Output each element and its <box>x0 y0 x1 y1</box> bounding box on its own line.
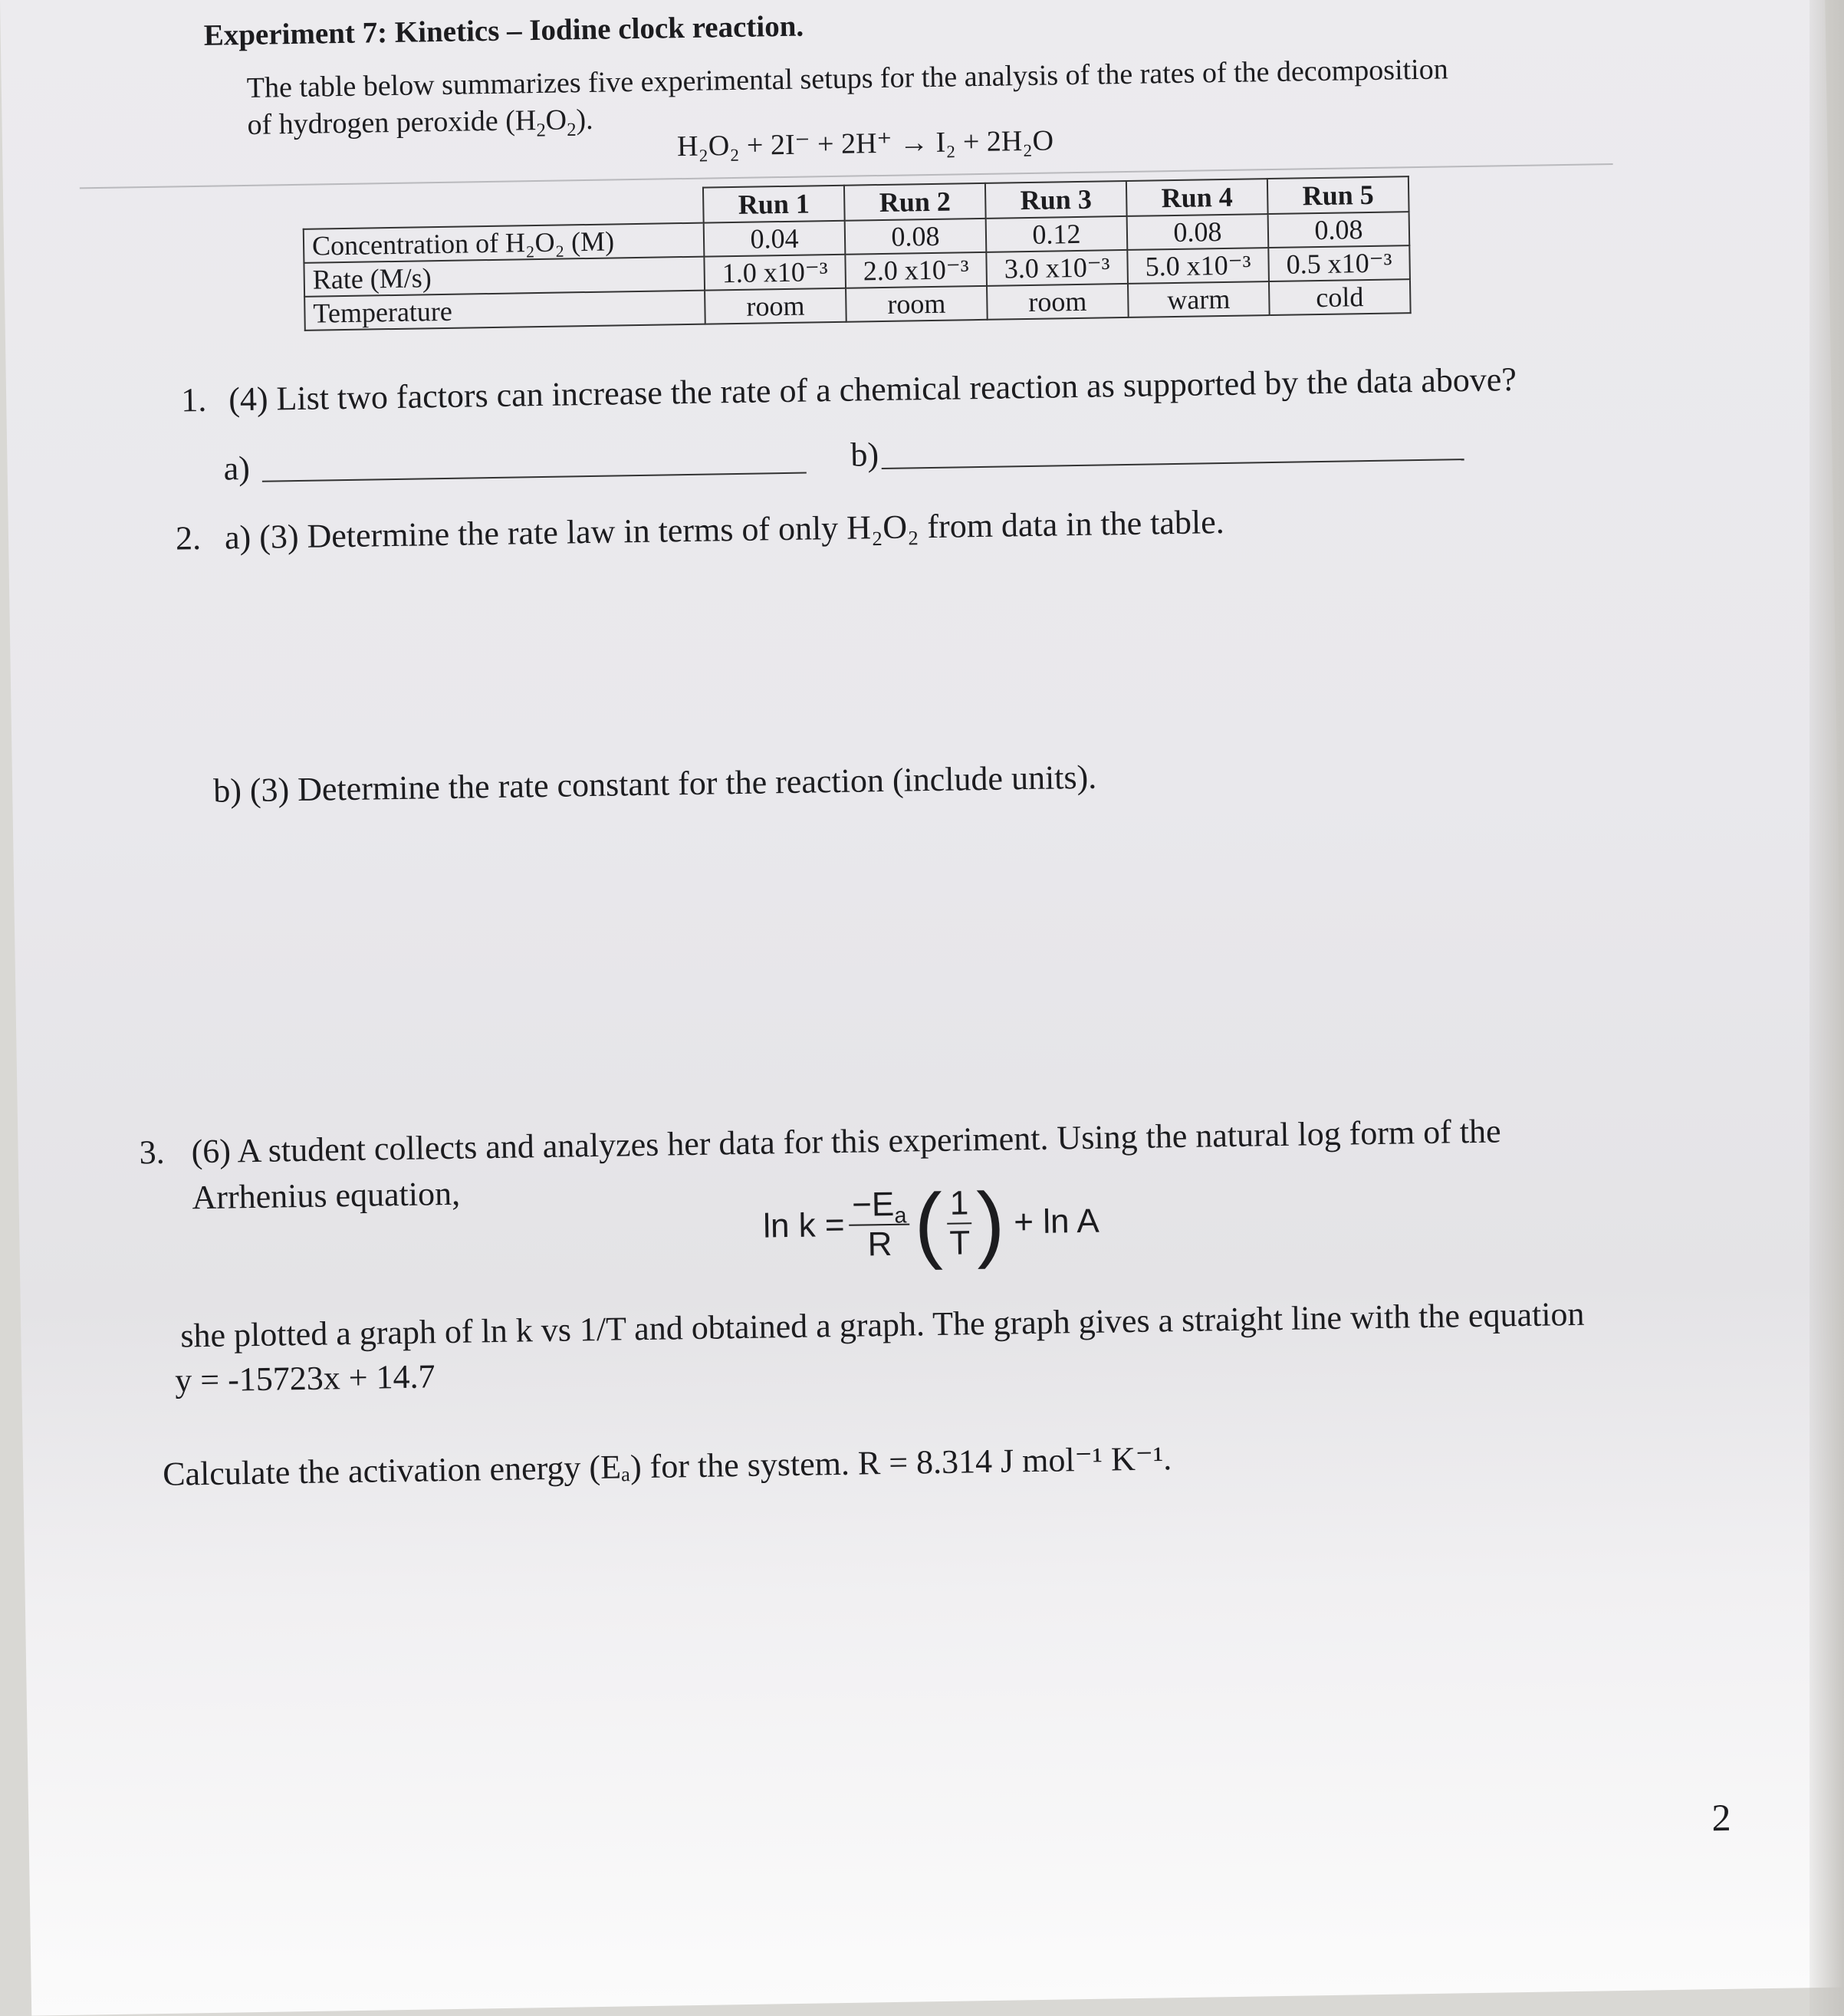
page-number: 2 <box>1711 1795 1731 1840</box>
left-paren: ( <box>913 1176 944 1271</box>
table-cell: 0.08 <box>1268 212 1410 248</box>
answer-b-label: b) <box>850 436 879 474</box>
table-cell: 0.08 <box>845 219 987 255</box>
formula-rhs: + ln A <box>1013 1202 1099 1242</box>
table-cell: 0.08 <box>1127 214 1269 250</box>
intro-line-1: The table below summarizes five experimental setups for the analysis of the rates of the decomposition <box>246 53 1449 104</box>
page-title: Experiment 7: Kinetics – Iodine clock reaction. <box>203 9 804 52</box>
answer-b-blank[interactable] <box>882 459 1464 469</box>
question-3-line-2: Arrhenius equation, <box>192 1174 461 1217</box>
table-cell: 5.0 x10⁻³ <box>1127 248 1269 284</box>
table-cell: 2.0 x10⁻³ <box>845 252 987 288</box>
table-cell: 0.12 <box>986 216 1128 252</box>
table-cell: warm <box>1128 281 1270 317</box>
question-3-line-3: she plotted a graph of ln k vs 1/T and obtained a graph. The graph gives a straight line with the equation <box>180 1294 1585 1355</box>
kinetics-data-table <box>302 176 1412 331</box>
table-cell: 1.0 x10⁻³ <box>704 255 846 291</box>
question-2-number: 2. <box>175 518 202 557</box>
header-run-3: Run 3 <box>985 181 1127 219</box>
table-cell: 3.0 x10⁻³ <box>986 250 1128 286</box>
question-1-text: (4) List two factors can increase the rate of a chemical reaction as supported by the data above? <box>228 360 1517 419</box>
table-cell: room <box>705 288 846 324</box>
page-edge-shadow <box>1809 0 1844 2016</box>
question-1-number: 1. <box>180 380 207 419</box>
row-label-temperature: Temperature <box>304 291 705 331</box>
reaction-equation: H₂O₂ + 2I⁻ + 2H⁺ → I₂ + 2H₂O <box>676 124 1054 163</box>
formula-numerator: $-E_a$ <box>849 1186 910 1226</box>
table-cell: room <box>846 286 988 322</box>
formula-fraction-1-t <box>946 1184 972 1262</box>
question-3-line-4: y = -15723x + 14.7 <box>174 1357 436 1399</box>
header-run-1: Run 1 <box>703 186 845 223</box>
header-run-2: Run 2 <box>844 183 986 221</box>
row-label-rate: Rate (M/s) <box>304 257 705 297</box>
formula-denominator-t: T <box>949 1224 971 1262</box>
formula-numerator-1: 1 <box>946 1184 971 1225</box>
table-corner <box>303 188 704 229</box>
table-cell: room <box>987 284 1129 320</box>
table-cell: 0.04 <box>704 221 846 257</box>
question-3-number: 3. <box>139 1133 166 1172</box>
formula-lhs: ln k = <box>762 1205 846 1245</box>
header-run-4: Run 4 <box>1126 179 1268 216</box>
question-3-line-5: Calculate the activation energy (Eₐ) for the system. R = 8.314 J mol⁻¹ K⁻¹. <box>162 1439 1172 1493</box>
question-3-line-1: (6) A student collects and analyzes her data for this experiment. Using the natural log form of the <box>191 1112 1501 1171</box>
arrhenius-equation <box>762 1175 1099 1271</box>
answer-a-label: a) <box>223 449 251 488</box>
formula-fraction-ea-r <box>849 1186 911 1265</box>
header-run-5: Run 5 <box>1267 176 1409 214</box>
question-2a-text: a) (3) Determine the rate law in terms of only H₂O₂ from data in the table. <box>224 503 1225 557</box>
question-2b-text: b) (3) Determine the rate constant for the reaction (include units). <box>212 758 1097 810</box>
intro-line-2: of hydrogen peroxide $(H_2O_2)$. <box>247 103 593 141</box>
right-paren: ) <box>975 1175 1006 1271</box>
formula-denominator: R <box>867 1225 892 1264</box>
row-label-concentration: Concentration of H₂O₂ (M) <box>304 223 705 263</box>
table-cell: 0.5 x10⁻³ <box>1268 245 1410 281</box>
table-cell: cold <box>1269 279 1411 315</box>
answer-a-blank[interactable] <box>262 472 807 482</box>
